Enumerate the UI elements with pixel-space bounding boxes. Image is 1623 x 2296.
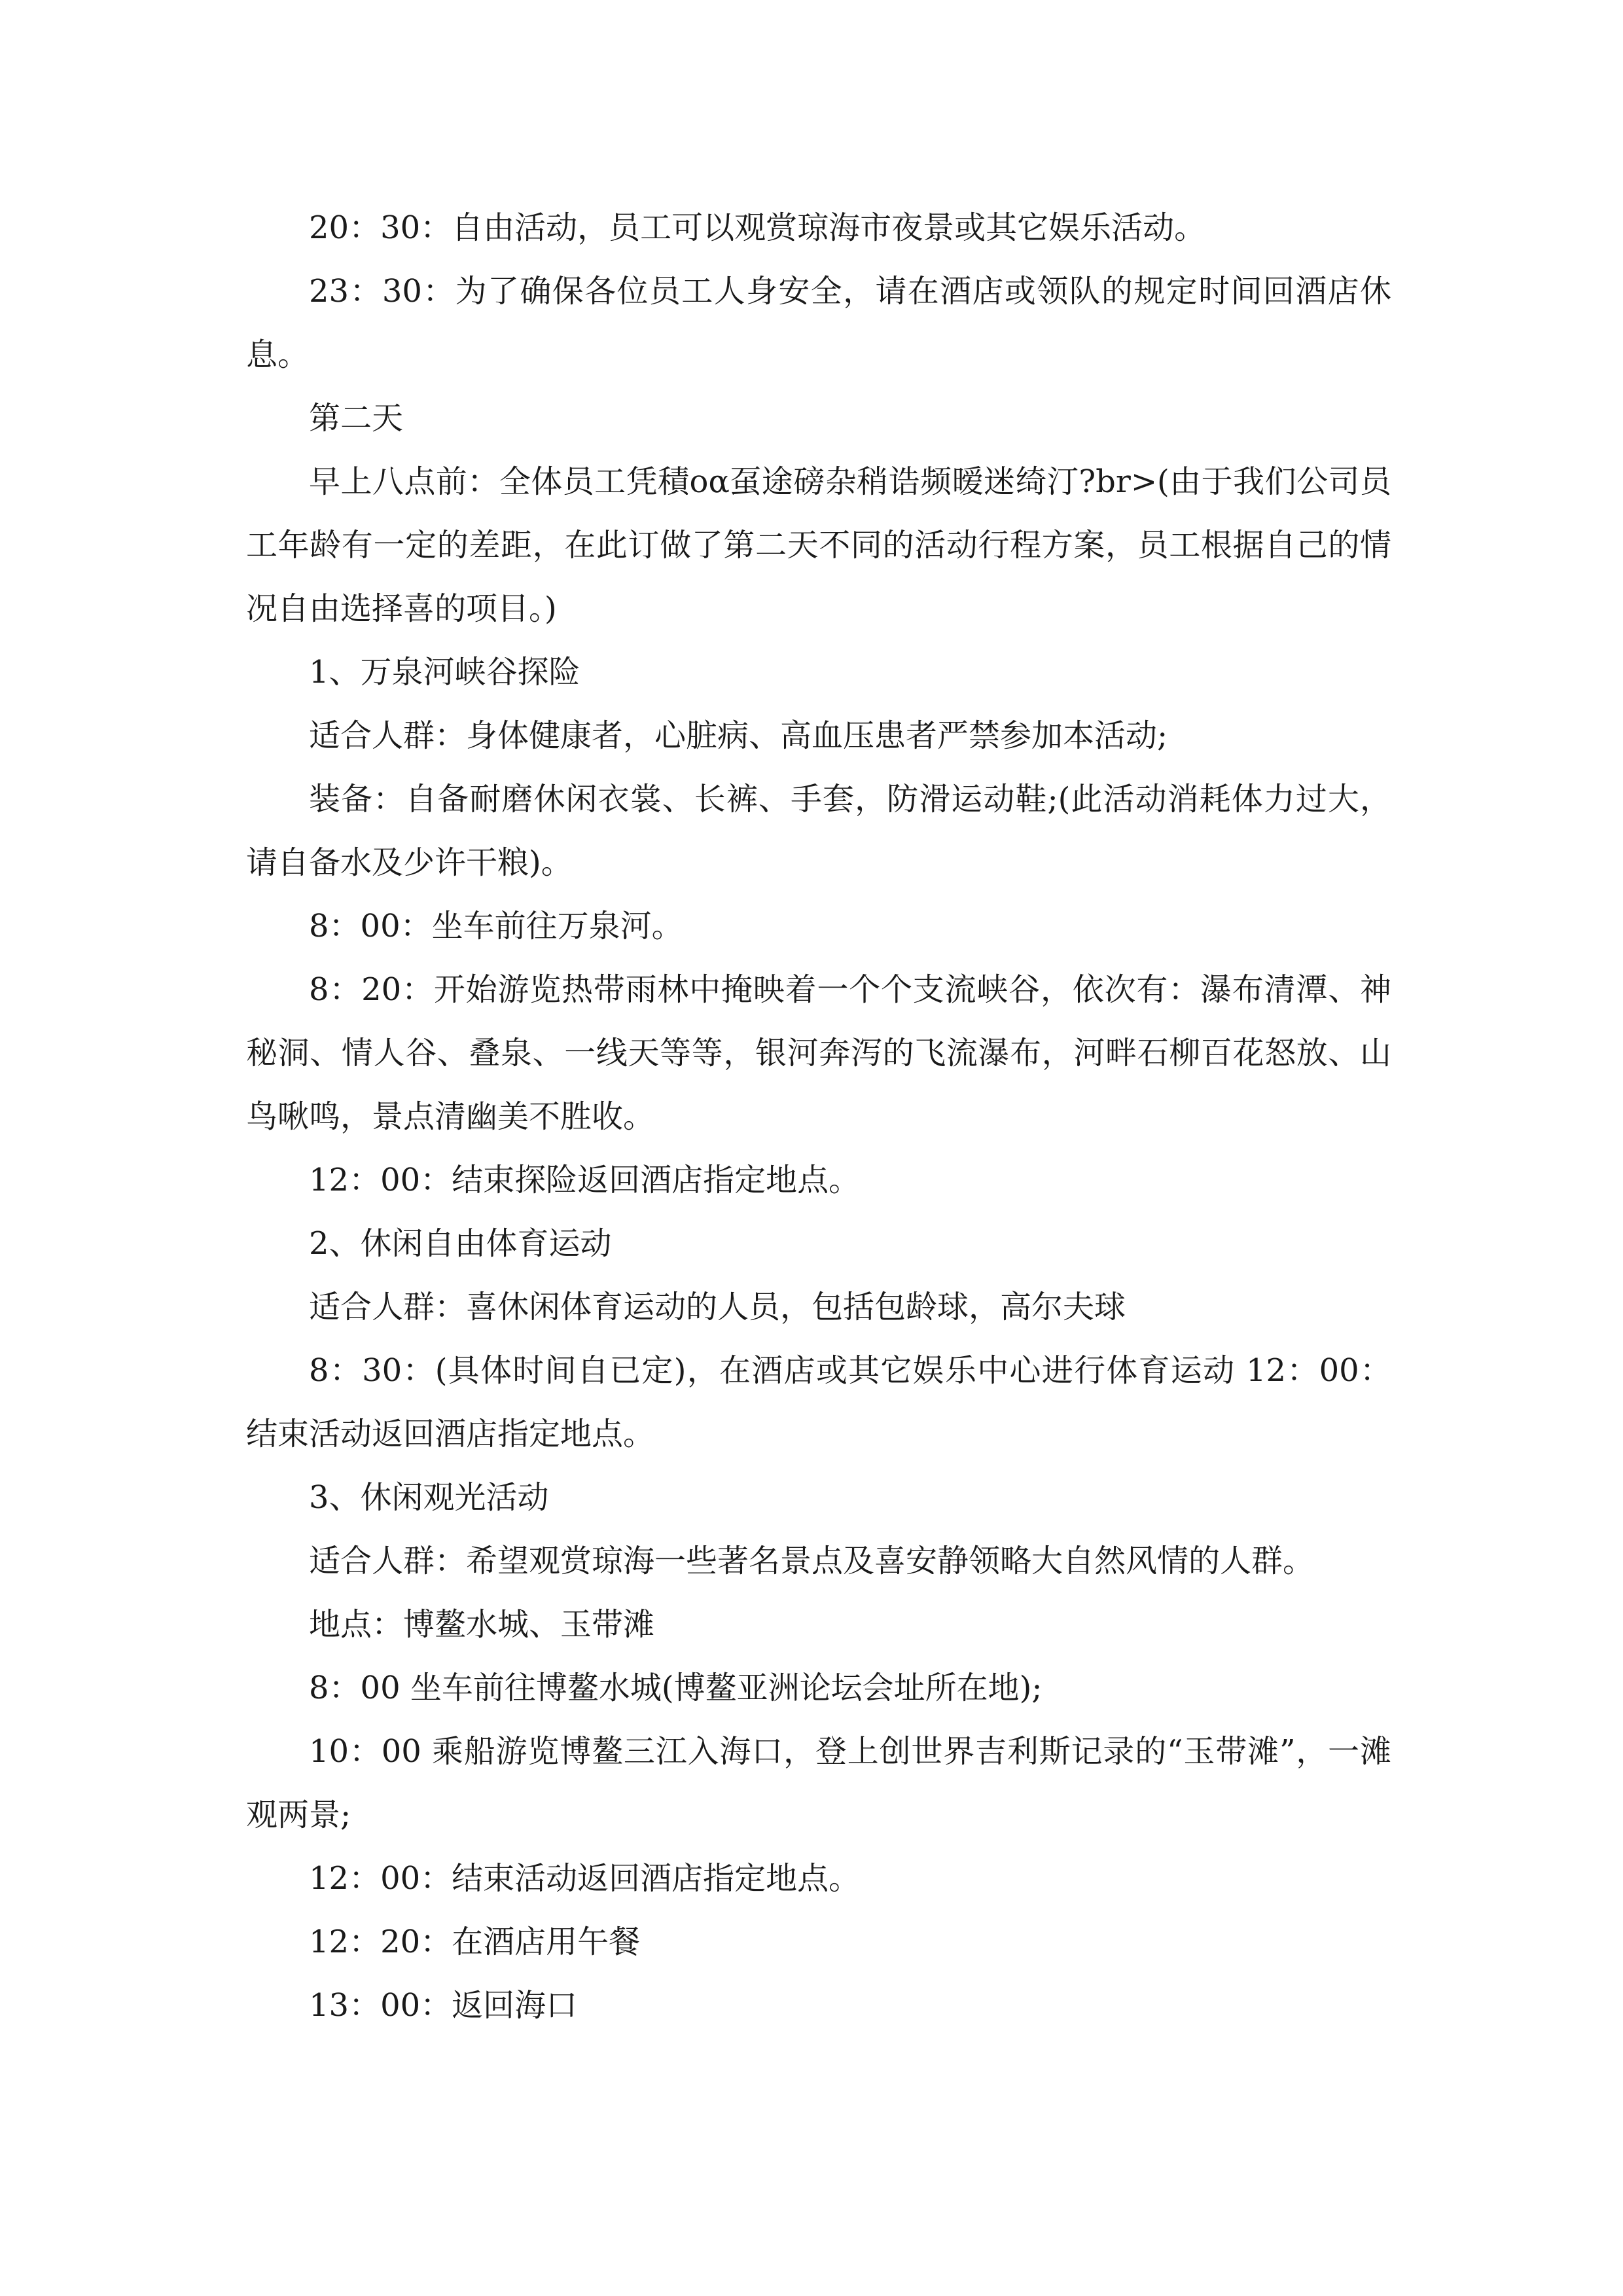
paragraph-return-haikou: 13：00：返回海口 <box>309 1987 578 2024</box>
paragraph-option-1-audience: 适合人群：身体健康者，心脏病、高血压患者严禁参加本活动; <box>309 717 1168 754</box>
paragraph-option-3-0800: 8：00 坐车前往博鳌水城(博鳌亚洲论坛会址所在地); <box>309 1670 1043 1706</box>
document-body <box>246 196 1391 2037</box>
paragraph-evening-activity: 20：30：自由活动，员工可以观赏琼海市夜景或其它娱乐活动。 <box>309 209 1206 246</box>
paragraph-option-1-1200: 12：00：结束探险返回酒店指定地点。 <box>309 1162 861 1198</box>
paragraph-option-3-location: 地点：博鳌水城、玉带滩 <box>309 1606 655 1643</box>
paragraph-option-3-1200: 12：00：结束活动返回酒店指定地点。 <box>309 1860 861 1897</box>
paragraph-return-hotel: 23：30：为了确保各位员工人身安全，请在酒店或领队的规定时间回酒店休息。 <box>246 273 1391 373</box>
paragraph-option-3-heading: 3、休闲观光活动 <box>309 1479 549 1516</box>
paragraph-option-1-equipment: 装备：自备耐磨休闲衣裳、长裤、手套，防滑运动鞋;(此活动消耗体力过大，请自备水及少许干粮)。 <box>246 781 1391 881</box>
paragraph-option-3-audience: 适合人群：希望观赏琼海一些著名景点及喜安静领略大自然风情的人群。 <box>309 1543 1315 1579</box>
paragraph-option-1-heading: 1、万泉河峡谷探险 <box>309 654 580 691</box>
paragraph-option-1-0800: 8：00：坐车前往万泉河。 <box>309 908 683 944</box>
paragraph-morning-intro: 早上八点前：全体员工凭積oα虿途磅杂稍诰频暧迷绮汀?br>(由于我们公司员工年龄有一定的差距，在此订做了第二天不同的活动行程方案，员工根据自己的情况自由选择喜的项目。) <box>246 463 1391 627</box>
paragraph-option-2-heading: 2、休闲自由体育运动 <box>309 1225 612 1262</box>
paragraph-option-2-0830: 8：30：(具体时间自已定)，在酒店或其它娱乐中心进行体育运动 12：00：结束活动返回酒店指定地点。 <box>246 1352 1391 1452</box>
paragraph-option-3-1000: 10：00 乘船游览博鳌三江入海口，登上创世界吉利斯记录的“玉带滩”，一滩观两景; <box>246 1733 1391 1833</box>
paragraph-day-two-heading: 第二天 <box>309 400 404 437</box>
paragraph-option-2-audience: 适合人群：喜休闲体育运动的人员，包括包龄球，高尔夫球 <box>309 1289 1126 1325</box>
paragraph-lunch: 12：20：在酒店用午餐 <box>309 1924 641 1960</box>
paragraph-option-1-0820: 8：20：开始游览热带雨林中掩映着一个个支流峡谷，依次有：瀑布清潭、神秘洞、情人谷、叠泉、一线天等等，银河奔泻的飞流瀑布，河畔石柳百花怒放、山鸟啾鸣，景点清幽美不胜收。 <box>246 971 1391 1135</box>
